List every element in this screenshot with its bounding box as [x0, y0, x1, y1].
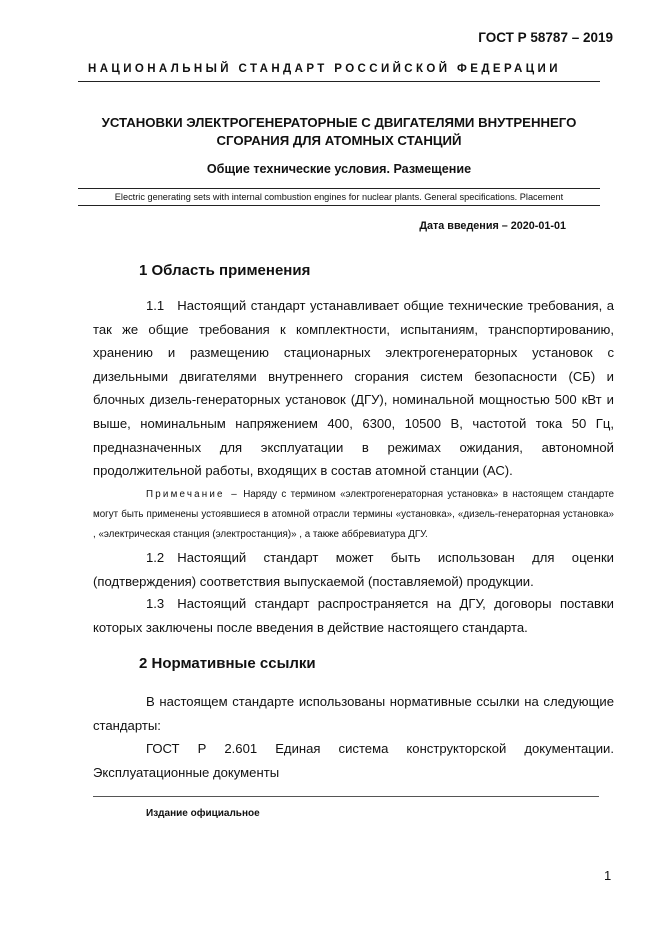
header-rule [78, 81, 600, 82]
note-1 [93, 485, 614, 545]
note-text: Наряду с термином «электрогенераторная установка» в настоящем стандарте могут быть применены устоявшиеся в атомной отрасли термины «установка», «дизель-генераторная установка» , «электрическая станция (электростанция)» , а также аббревиатура ДГУ. [93, 489, 614, 540]
paragraph-1-1: 1.1 Настоящий стандарт устанавливает общие технические требования, а так же общие требования к комплектности, испытаниям, транспортированию, хранению и размещению стационарных электрогенераторных установок с дизельными двигателями внутреннего сгорания систем безопасности (СБ) и блочных дизель-генераторных установок (ДГУ), номинальной мощностью 500 кВт и выше, номинальным напряжением 400, 6300, 10500 В, частотой тока 50 Гц, предназначенных для эксплуатации в режимах ожидания, автономной продолжительной работы, входящих в состав атомной станции (АС). [93, 298, 614, 479]
title-line-2: СГОРАНИЯ ДЛЯ АТОМНЫХ СТАНЦИЙ [216, 133, 462, 148]
document-number: ГОСТ Р 58787 – 2019 [478, 30, 613, 45]
paragraph-1-3: 1.3 Настоящий стандарт распространяется на ДГУ, договоры поставки которых заключены после введения в действие настоящего стандарта. [93, 596, 614, 635]
official-edition-label: Издание официальное [146, 808, 260, 819]
national-standard-banner: НАЦИОНАЛЬНЫЙ СТАНДАРТ РОССИЙСКОЙ ФЕДЕРАЦИИ [88, 63, 561, 75]
title-rule-bottom [78, 205, 600, 206]
page-number: 1 [604, 868, 612, 883]
title-line-1: УСТАНОВКИ ЭЛЕКТРОГЕНЕРАТОРНЫЕ С ДВИГАТЕЛЯМИ ВНУТРЕННЕГО [101, 115, 577, 130]
section-2-intro: В настоящем стандарте использованы нормативные ссылки на следующие стандарты: [93, 694, 614, 733]
title-rule-top [78, 188, 600, 189]
footer-rule [93, 796, 599, 797]
paragraph-1-2: 1.2 Настоящий стандарт может быть использован для оценки (подтверждения) соответствия выпускаемой (поставляемой) продукции. [93, 550, 614, 589]
document-subtitle: Общие технические условия. Размещение [206, 162, 472, 176]
document-title [78, 114, 600, 150]
section-2-heading: 2 Нормативные ссылки [139, 655, 316, 672]
section-1-heading: 1 Область применения [139, 262, 311, 279]
note-label: Примечание – [146, 489, 239, 500]
introduction-date: Дата введения – 2020-01-01 [419, 220, 566, 232]
english-title: Electric generating sets with internal combustion engines for nuclear plants. General specifications. Placement [114, 192, 564, 202]
reference-gost-2-601: ГОСТ Р 2.601 Единая система конструкторской документации. Эксплуатационные документы [93, 741, 614, 780]
